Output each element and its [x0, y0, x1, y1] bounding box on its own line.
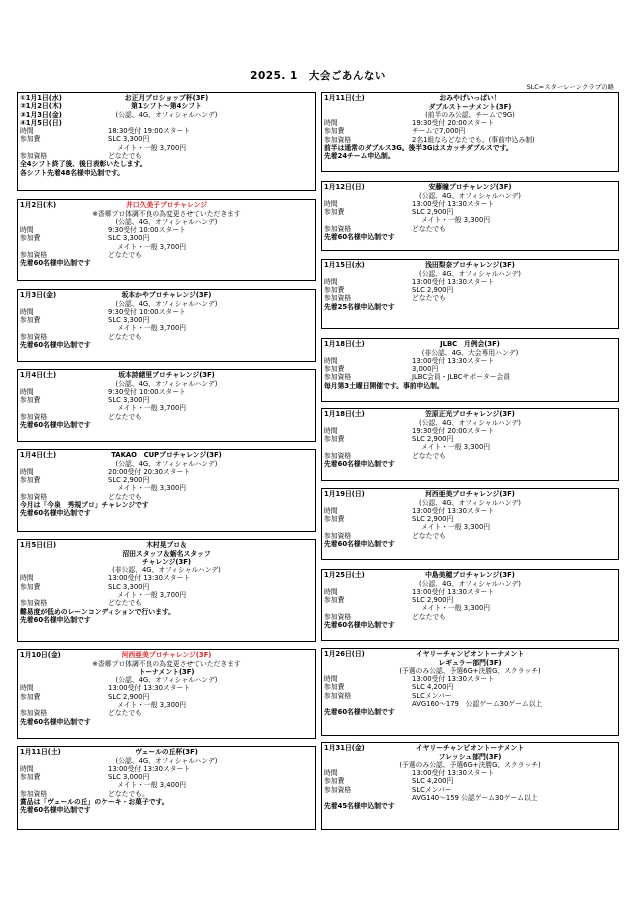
qualification-row: 参加資格 どなたでも [20, 332, 142, 341]
qualification-row: 参加資格 どなたでも [20, 709, 142, 718]
event-box-kimura [17, 539, 316, 642]
fee-row-2: メイト・一般 3,300円 [117, 484, 187, 493]
event-name: 河西亜美プロチャレンジ(3F) [121, 651, 212, 659]
qualification-row: 参加資格 JLBC会員・JLBCサポーター会員 [324, 373, 511, 382]
event-rules: (公認、4G、オフィシャルハンデ) [115, 459, 218, 468]
event-name: イヤリーチャンピオントーナメント [415, 744, 525, 752]
club-abbrev-note: SLC=スターレーンクラブの略 [526, 83, 614, 91]
qualification-row: 参加資格 どなたでも [324, 612, 446, 621]
event-box-nakajima [321, 569, 619, 641]
event-name: 井口久美子プロチャレンジ [125, 201, 208, 209]
fee-row: 参加費 SLC 4,200円 [324, 683, 454, 692]
event-rules: (公認、4G、オフィシャルハンデ) [419, 191, 521, 200]
event-name: イヤリーチャンピオントーナメント [415, 650, 525, 658]
event-box-kasai-tournament [17, 649, 316, 739]
event-name: 浅田梨奈プロチャレンジ(3F) [425, 261, 515, 269]
event-note: 先着60名様申込制です [20, 509, 91, 518]
event-header: 1月19日(日) 河西亜美プロチャレンジ(3F) [324, 490, 616, 499]
event-box-jlbc [321, 338, 619, 402]
event-box-iguchi [17, 199, 316, 281]
time-row: 時間 9:30受付 10:00スタート [20, 307, 186, 316]
time-row: 時間 13:00受付 13:30スタート [324, 199, 495, 208]
event-name: 安藤瞳プロチャレンジ(3F) [428, 183, 512, 191]
time-row: 時間 19:30受付 20:00スタート [324, 426, 495, 435]
event-rules: (公認、4G、オフィシャルハンデ) [419, 498, 521, 507]
fee-row-2: メイト・一般 3,700円 [117, 143, 187, 152]
event-rules: (前半のみ公認、チームで9G) [425, 110, 515, 119]
event-rules: (非公認、4G、大会専用ハンデ) [421, 348, 519, 357]
event-box-takao-cup [17, 449, 316, 532]
event-header: 1月11日(土) ヴェールの丘杯(3F) [20, 748, 313, 757]
event-header: 1月26日(日) イヤリーチャンピオントーナメント [324, 650, 616, 659]
event-note: 今月は「今泉 秀規プロ」チャレンジです [20, 500, 149, 509]
fee-row: 参加費 SLC 3,300円 [20, 316, 150, 325]
qualification-row: 参加資格 2名1組ならどなたでも。(事前申込み制) [324, 135, 535, 144]
qualification-row: 参加資格 どなたでも [324, 451, 446, 460]
qualification-row: 参加資格 どなたでも [20, 412, 142, 421]
event-rules: (公認、4G、オフィシャルハンデ) [115, 379, 218, 388]
event-name: JLBC 月例会(3F) [440, 340, 500, 348]
fee-row: 参加費 SLC 3,300円 [20, 135, 150, 144]
event-rules: (公認、4G、オフィシャルハンデ) [419, 579, 521, 588]
event-name-line: フレッシュ部門(3F) [438, 752, 502, 761]
fee-row-2: メイト・一般 3,700円 [117, 324, 187, 333]
event-name-line: ダブルストーナメント(3F) [428, 102, 512, 111]
qualification-row: 参加資格 SLCメンバー [324, 785, 452, 794]
event-date-4: ④1月5日(日) [20, 118, 62, 127]
event-box-new-year-cup [17, 92, 316, 191]
event-note: 全4シフト終了後、後日表彰いたします。 [20, 160, 147, 169]
event-header: 1月2日(木) 井口久美子プロチャレンジ [20, 201, 313, 210]
event-notice: ※香郷プロ体調不良の為変更させていただきます [92, 659, 241, 668]
fee-row-2: メイト・一般 3,300円 [421, 523, 491, 532]
event-note: 先着60名様申込制です [324, 620, 395, 629]
event-box-doubles [321, 92, 619, 172]
event-box-asada [321, 259, 619, 329]
qualification-row: 参加資格 SLCメンバー [324, 691, 452, 700]
event-name-line: レギュラー部門(3F) [438, 658, 502, 667]
event-box-kasai-challenge [321, 488, 619, 560]
event-box-kasahara [321, 408, 619, 481]
qualification-row: 参加資格 どなたでも [324, 294, 446, 303]
fee-row: 参加費 SLC 2,900円 [324, 515, 454, 524]
event-name: 坂本かやプロチャレンジ(3F) [121, 291, 212, 299]
fee-row-2: メイト・一般 3,700円 [117, 590, 187, 599]
qualification-row: 参加資格 どなたでも。 [20, 789, 149, 798]
event-header: 1月31日(金) イヤリーチャンピオントーナメント [324, 744, 616, 753]
event-rules: (公認、4G、オフィシャルハンデ) [115, 217, 218, 226]
event-rules: (非公認、4G、オフィシャルハンデ) [112, 566, 221, 575]
event-name: 坂本詩緒里プロチャレンジ(3F) [118, 371, 215, 379]
event-note: 先着60名様申込制です [324, 539, 395, 548]
fee-row: 参加費 SLC 2,900円 [324, 435, 454, 444]
event-rules: (公認、4G、オフィシャルハンデ) [115, 676, 218, 685]
event-header: 1月5日(日) 木村晃プロ＆ [20, 541, 313, 550]
event-rules: (公認、4G、オフィシャルハンデ) [419, 418, 521, 427]
event-header: 1月18日(土) 笠原正光プロチャレンジ(3F) [324, 410, 616, 419]
time-row: 時間 20:00受付 20:30スタート [20, 467, 191, 476]
fee-row-2: メイト・一般 3,700円 [117, 242, 187, 251]
qualification-row-2: AVG140～159 公認ゲーム30ゲーム以上 [412, 793, 538, 802]
event-note: 先着60名様申込制です [324, 232, 395, 241]
fee-row-2: メイト・一般 3,300円 [421, 443, 491, 452]
event-header: 1月12日(日) 安藤瞳プロチャレンジ(3F) [324, 183, 616, 192]
time-row: 時間 9:30受付 10:00スタート [20, 226, 186, 235]
qualification-row: 参加資格 どなたでも [324, 224, 446, 233]
event-name: 河西亜美プロチャレンジ(3F) [425, 490, 515, 498]
time-row: 時間 13:00受付 13:30スタート [324, 769, 495, 778]
page-title: 2025. 1 大会ごあんない [250, 70, 386, 82]
event-note: 毎月第3土曜日開催です。事前申込制。 [324, 381, 444, 390]
event-note: 先着60名様申込制です [324, 459, 395, 468]
fee-row: 参加費 SLC 3,000円 [20, 773, 150, 782]
qualification-row: 参加資格 どなたでも [20, 492, 142, 501]
time-row: 時間 13:00受付 13:30スタート [324, 356, 495, 365]
event-rules: (予選のみ公認、予選6G+決勝G、スクラッチ) [399, 760, 541, 769]
event-header: 1月15日(水) 浅田梨奈プロチャレンジ(3F) [324, 261, 616, 270]
event-note: 難易度が低めのレーンコンディションで行います。 [20, 607, 175, 616]
time-row: 時間 13:00受付 13:30スタート [20, 574, 191, 583]
event-rules: (予選のみ公認、予選6G+決勝G、スクラッチ) [399, 666, 541, 675]
event-name: TAKAO CUPプロチャレンジ(3F) [111, 451, 222, 459]
event-header: 1月4日(土) TAKAO CUPプロチャレンジ(3F) [20, 451, 313, 460]
event-name: 中島美穂プロチャレンジ(3F) [425, 571, 515, 579]
event-note: 先着60名様申込制です [324, 708, 395, 717]
event-name-line: チャレンジ(3F) [141, 557, 192, 566]
event-notice: ※香郷プロ体調不良の為変更させていただきます [92, 209, 241, 218]
fee-row: 参加費 SLC 4,200円 [324, 777, 454, 786]
event-rules: (公認、4G、オフィシャルハンデ) [115, 299, 218, 308]
event-header: 1月4日(土) 坂本詩緒里プロチャレンジ(3F) [20, 371, 313, 380]
event-date-2: ②1月2日(木) 第1シフト～第4シフト [20, 102, 202, 111]
time-row: 時間 13:00受付 13:30スタート [324, 277, 495, 286]
event-date-3: ③1月3日(金) (公認、4G、オフィシャルハンデ) [20, 110, 218, 119]
event-date-1: ①1月1日(水) お正月プロショップ杯(3F) [20, 94, 209, 102]
event-header: 1月10日(金) 河西亜美プロチャレンジ(3F) [20, 651, 313, 660]
event-box-sakamoto-shiori [17, 369, 316, 442]
fee-row: 参加費 SLC 3,300円 [20, 234, 150, 243]
event-note: 先着60名様申込制です [20, 717, 91, 726]
fee-row: 参加費 SLC 2,900円 [20, 476, 150, 485]
fee-row: 参加費 チームで7,000円 [324, 127, 466, 136]
event-box-yearly-fresh [321, 742, 619, 830]
qualification-row: 参加資格 どなたでも [20, 599, 142, 608]
event-header: 1月11日(土) おみやげいっぱい！ [324, 94, 616, 103]
time-row: 時間 13:00受付 13:30スタート [324, 587, 495, 596]
event-note: 先着60名様申込制です [20, 615, 91, 624]
event-note: 前半は通常のダブルス3G。後半3Gはスカッチダブルスです。 [324, 143, 513, 152]
event-box-veil-cup [17, 746, 316, 830]
time-row: 時間 18:30受付 19:00スタート [20, 127, 191, 136]
event-rules: (公認、4G、オフィシャルハンデ) [115, 756, 218, 765]
time-row: 時間 19:30受付 20:00スタート [324, 119, 495, 128]
event-note: 先着24チーム申込制。 [324, 152, 395, 161]
time-row: 時間 13:00受付 13:30スタート [20, 684, 191, 693]
event-box-yearly-regular [321, 648, 619, 736]
fee-row: 参加費 SLC 2,900円 [20, 692, 150, 701]
fee-row-2: メイト・一般 3,300円 [421, 216, 491, 225]
fee-row: 参加費 SLC 3,300円 [20, 396, 150, 405]
event-name-line: 沼田スタッフ＆蛎名スタッフ [122, 549, 211, 558]
event-note: 各シフト先着48名様申込制です。 [20, 168, 125, 177]
fee-row: 参加費 3,000円 [324, 365, 439, 374]
event-note: 先着60名様申込制です [20, 259, 91, 268]
qualification-row: 参加資格 どなたでも [20, 152, 142, 161]
qualification-row: 参加資格 どなたでも [324, 531, 446, 540]
fee-row: 参加費 SLC 2,900円 [324, 596, 454, 605]
event-header: 1月25日(土) 中島美穂プロチャレンジ(3F) [324, 571, 616, 580]
event-name: 木村晃プロ＆ [146, 541, 187, 549]
event-name-line: トーナメント(3F) [138, 667, 195, 676]
fee-row: 参加費 SLC 3,300円 [20, 582, 150, 591]
fee-row-2: メイト・一般 3,400円 [117, 781, 187, 790]
time-row: 時間 13:00受付 13:30スタート [324, 675, 495, 684]
qualification-row: 参加資格 どなたでも [20, 250, 142, 259]
event-header: 1月3日(金) 坂本かやプロチャレンジ(3F) [20, 291, 313, 300]
event-note: 先着60名様申込制です [20, 806, 91, 815]
fee-row-2: メイト・一般 3,300円 [117, 700, 187, 709]
event-name: おみやげいっぱい！ [439, 94, 501, 102]
event-box-ando [321, 181, 619, 251]
fee-row: 参加費 SLC 2,900円 [324, 286, 454, 295]
event-box-sakamoto-kaya [17, 289, 316, 362]
event-note: 先着45名様申込制です [324, 802, 395, 811]
event-name: ヴェールの丘杯(3F) [135, 748, 198, 756]
event-header: 1月18日(土) JLBC 月例会(3F) [324, 340, 616, 349]
event-note: 先着60名様申込制です [20, 340, 91, 349]
fee-row-2: メイト・一般 3,300円 [421, 604, 491, 613]
fee-row-2: メイト・一般 3,700円 [117, 404, 187, 413]
time-row: 時間 9:30受付 10:00スタート [20, 387, 186, 396]
event-note: 賞品は「ヴェールの丘」のケーキ・お菓子です。 [20, 797, 169, 806]
event-note: 先着60名様申込制です [20, 420, 91, 429]
event-note: 先着25名様申込制です [324, 302, 395, 311]
time-row: 時間 13:00受付 13:30スタート [20, 764, 191, 773]
fee-row: 参加費 SLC 2,900円 [324, 208, 454, 217]
event-rules: (公認、4G、オフィシャルハンデ) [419, 269, 521, 278]
event-name: 笠原正光プロチャレンジ(3F) [425, 410, 515, 418]
qualification-row-2: AVG160～179 公認ゲーム30ゲーム以上 [412, 699, 543, 708]
time-row: 時間 13:00受付 13:30スタート [324, 506, 495, 515]
